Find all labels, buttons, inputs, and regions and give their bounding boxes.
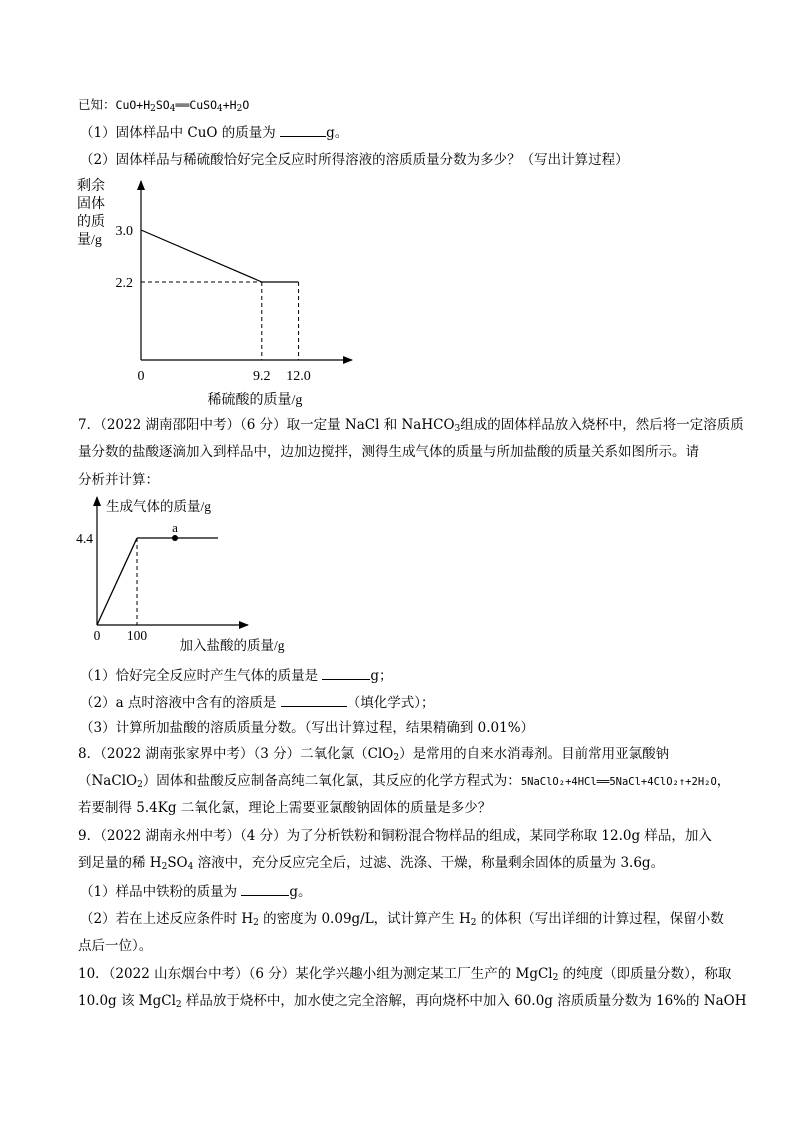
- x-axis-label: 加入盐酸的质量/g: [179, 638, 285, 653]
- x-tick-label: 100: [126, 628, 148, 643]
- q9-part2: [80, 910, 724, 932]
- q9-text: 的体积（写出详细的计算过程，保留小数: [476, 911, 724, 927]
- q9-text: 溶液中，充分反应完全后，过滤、洗涤、干燥，称量剩余固体的质量为 3.6g。: [193, 855, 665, 871]
- q10-text: 样品放于烧杯中，加水使之完全溶解，再向烧杯中加入 60.0g 溶质质量分数为 16%的 NaOH: [181, 993, 747, 1009]
- q9-part1-unit: g。: [289, 884, 312, 900]
- y-axis-label-line: 的质: [77, 215, 105, 230]
- y-tick-label: 4.4: [76, 531, 93, 547]
- subscript: 2: [393, 753, 400, 763]
- q9-part2-line2: [78, 937, 152, 955]
- subscript: 2: [175, 1000, 182, 1010]
- series-line: [97, 538, 137, 625]
- q9-text: （2）若在上述反应条件时 H: [80, 911, 254, 927]
- point-a-label: a: [172, 520, 178, 536]
- y-tick-label: 2.2: [115, 276, 133, 291]
- subscript: 2: [236, 104, 243, 114]
- eq-part: ══CuSO: [175, 98, 218, 112]
- eq-part: O: [242, 98, 250, 112]
- q7-part2-text: （2）a 点时溶液中含有的溶质是: [80, 695, 281, 711]
- q9-text: 9．（2022 湖南永州中考）（4 分）为了分析铁粉和铜粉混合物样品的组成，某同学称取 12.0g 样品，加入: [78, 828, 712, 844]
- q8-text: 若要制得 5.4Kg 二氧化氯，理论上需要亚氯酸钠固体的质量是多少？: [78, 800, 492, 816]
- q7-text: 7．（2022 湖南邵阳中考）（6 分）取一定量 NaCl 和 NaHCO: [78, 417, 455, 433]
- y-axis-label-line: 固体: [77, 197, 105, 212]
- q8-text: ）固体和盐酸反应制备高纯二氧化氯，其反应的化学方程式为：: [142, 773, 521, 789]
- q9-line1: [78, 827, 712, 845]
- answer-blank[interactable]: [241, 882, 289, 896]
- answer-blank[interactable]: [322, 666, 370, 680]
- q6-part2-text: （2）固体样品与稀硫酸恰好完全反应时所得溶液的溶质质量分数为多少？（写出计算过程）: [80, 152, 629, 168]
- x-tick-label: 0: [137, 369, 145, 384]
- subscript: 3: [454, 424, 461, 434]
- q7-part3-text: （3）计算所加盐酸的溶质质量分数。（写出计算过程，结果精确到 0.01%）: [80, 720, 535, 736]
- subscript: 4: [187, 862, 194, 872]
- eq-part: SO: [155, 98, 170, 112]
- y-tick-label: 3.0: [115, 224, 133, 239]
- q10-line1: [78, 965, 731, 987]
- q9-text: SO: [167, 855, 188, 871]
- x-tick-label: 12.0: [286, 369, 311, 384]
- known-prefix: 已知：: [78, 97, 116, 112]
- q10-line2: [78, 992, 747, 1014]
- subscript: 2: [470, 918, 477, 928]
- q6-part1-text: （1）固体样品中 CuO 的质量为: [80, 125, 281, 141]
- q7-text: 分析并计算：: [78, 472, 159, 488]
- q9-part1: [80, 882, 312, 901]
- eq-part: CuO+H: [115, 98, 151, 112]
- subscript: 2: [150, 104, 156, 114]
- y-axis-label-line: 量/g: [77, 233, 102, 248]
- subscript: 2: [137, 780, 143, 790]
- y-axis-label: 生成气体的质量/g: [106, 499, 212, 514]
- subscript: 4: [169, 104, 176, 114]
- y-axis-label-line: 剩余: [77, 179, 105, 194]
- q7-part2: [80, 693, 434, 712]
- q8-text: ）是常用的自来水消毒剂。目前常用亚氯酸钠: [399, 746, 670, 762]
- eq-part: +H: [222, 98, 237, 112]
- x-tick-label: 0: [93, 628, 101, 643]
- q8-equation: 5NaClO₂+4HCl══5NaCl+4ClO₂↑+2H₂O: [520, 776, 717, 788]
- q8-text: ，: [716, 773, 731, 789]
- q8-line1: [78, 745, 669, 767]
- q6-part1-unit: g。: [326, 125, 349, 141]
- q10-text: 10.0g 该 MgCl: [78, 993, 176, 1009]
- q7-text: 量分数的盐酸逐滴加入到样品中，边加边搅拌，测得生成气体的质量与所加盐酸的质量关系如图所示。请: [78, 444, 699, 460]
- q8-line3: [78, 799, 491, 817]
- q9-text: 的密度为 0.09g/L，试计算产生 H: [258, 911, 471, 927]
- q9-text: 到足量的稀 H: [78, 855, 162, 871]
- q7-text: 组成的固体样品放入烧杯中，然后将一定溶质质: [460, 417, 744, 433]
- subscript: 2: [253, 918, 259, 928]
- q8-line2: [78, 772, 730, 794]
- subscript: 4: [217, 104, 223, 114]
- q9-part1-text: （1）样品中铁粉的质量为: [80, 884, 242, 900]
- x-axis-label: 稀硫酸的质量/g: [207, 393, 303, 408]
- q7-part1-unit: g；: [370, 668, 393, 684]
- q7-part1-text: （1）恰好完全反应时产生气体的质量是: [80, 668, 323, 684]
- subscript: 2: [552, 973, 559, 983]
- answer-blank[interactable]: [281, 693, 347, 707]
- q7-part3: [80, 719, 534, 737]
- point-a: [172, 535, 178, 541]
- q7-part1: [80, 666, 393, 685]
- q7-part2-tail: （填化学式）；: [346, 695, 435, 711]
- q8-text: （NaClO: [78, 773, 138, 789]
- q10-text: 的纯度（即质量分数），称取: [558, 966, 732, 982]
- q8-text: 8．（2022 湖南张家界中考）（3 分）二氧化氯（ClO: [78, 746, 394, 762]
- q9-line2: [78, 854, 664, 876]
- subscript: 2: [161, 862, 168, 872]
- q9-text: 点后一位）。: [78, 938, 153, 954]
- x-tick-label: 9.2: [253, 369, 271, 384]
- q10-text: 10．（2022 山东烟台中考）（6 分）某化学兴趣小组为测定某工厂生产的 MgCl: [78, 966, 553, 982]
